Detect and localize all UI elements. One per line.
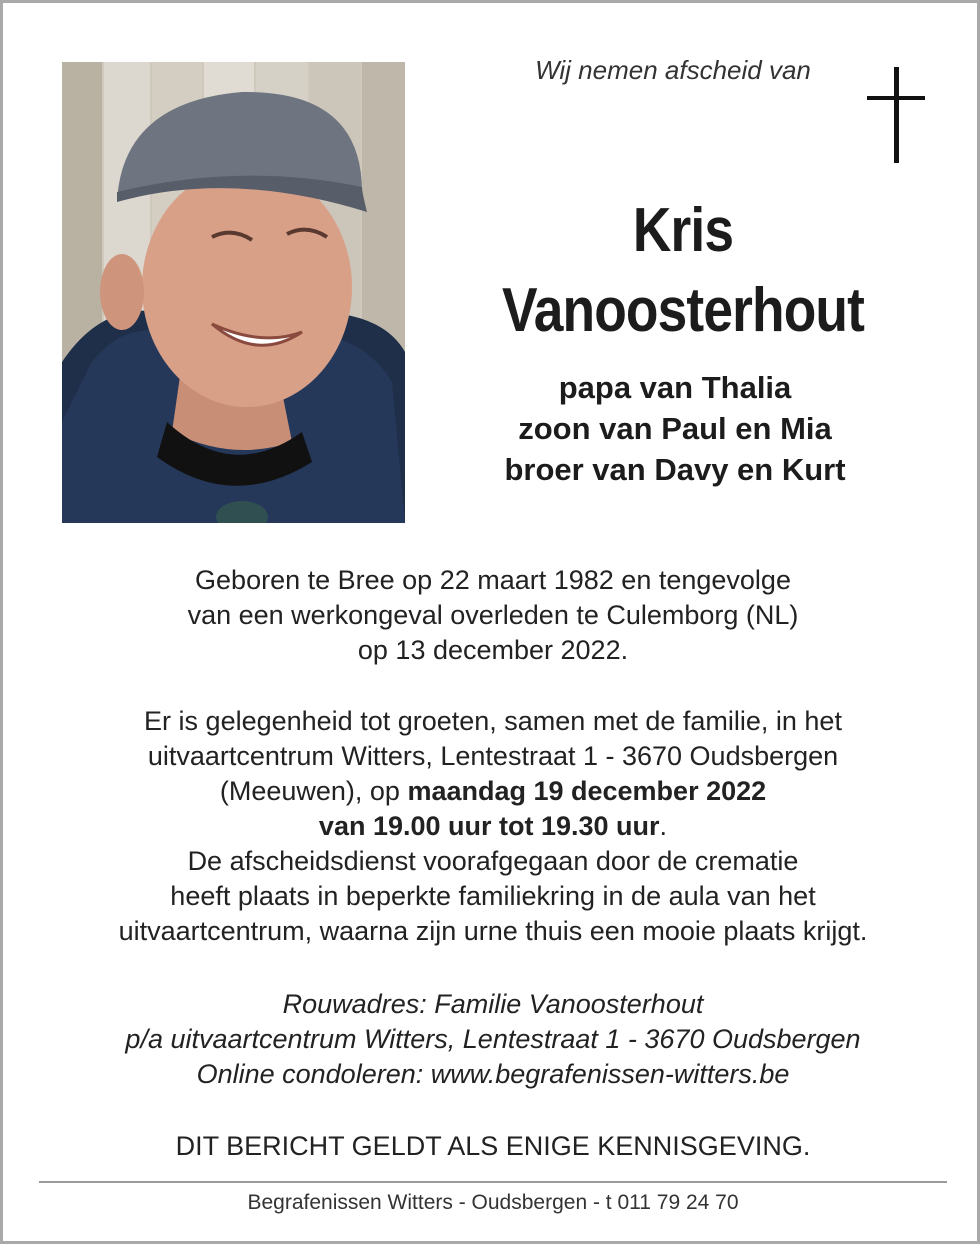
address-line: p/a uitvaartcentrum Witters, Lentestraat 1 - 3670 Oudsbergen [125, 1024, 861, 1054]
condolence-link[interactable]: Online condoleren: www.begrafenissen-witters.be [196, 1059, 790, 1089]
visitation-paragraph [43, 704, 943, 949]
intro-text: Wij nemen afscheid van [535, 55, 811, 85]
visitation-time: van 19.00 uur tot 19.30 uur [318, 811, 660, 841]
relation-line: broer van Davy en Kurt [504, 452, 846, 487]
visitation-line: De afscheidsdienst voorafgegaan door de crematie [187, 846, 799, 876]
visitation-line: heeft plaats in beperkte familiekring in de aula van het [170, 881, 816, 911]
birth-line: van een werkongeval overleden te Culemborg (NL) [187, 600, 799, 630]
relation-line: zoon van Paul en Mia [518, 411, 832, 446]
birth-line: Geboren te Bree op 22 maart 1982 en tengevolge [195, 565, 791, 595]
visitation-date: maandag 19 december 2022 [407, 776, 767, 806]
visitation-line: Er is gelegenheid tot groeten, samen met de familie, in het [144, 706, 842, 736]
portrait-illustration [62, 62, 405, 523]
first-name: Kris [632, 196, 734, 265]
divider [39, 1181, 947, 1183]
portrait-photo [62, 62, 405, 523]
relations-block [443, 367, 907, 490]
cross-icon [867, 67, 927, 163]
birth-paragraph [43, 563, 943, 668]
visitation-line-date [43, 774, 943, 809]
notice-text: DIT BERICHT GELDT ALS ENIGE KENNISGEVING. [175, 1131, 811, 1161]
visitation-line: uitvaartcentrum Witters, Lentestraat 1 - 3670 Oudsbergen [147, 741, 839, 771]
address-line: Rouwadres: Familie Vanoosterhout [282, 989, 704, 1019]
visitation-text: (Meeuwen), op [219, 776, 408, 806]
last-name: Vanoosterhout [501, 276, 865, 345]
address-block [43, 987, 943, 1092]
birth-line: op 13 december 2022. [357, 635, 629, 665]
relation-line: papa van Thalia [558, 370, 792, 405]
footer-text: Begrafenissen Witters - Oudsbergen - t 011 79 24 70 [247, 1191, 739, 1214]
visitation-text: . [659, 811, 668, 841]
visitation-line: uitvaartcentrum, waarna zijn urne thuis een mooie plaats krijgt. [118, 916, 868, 946]
visitation-line-time [43, 809, 943, 844]
